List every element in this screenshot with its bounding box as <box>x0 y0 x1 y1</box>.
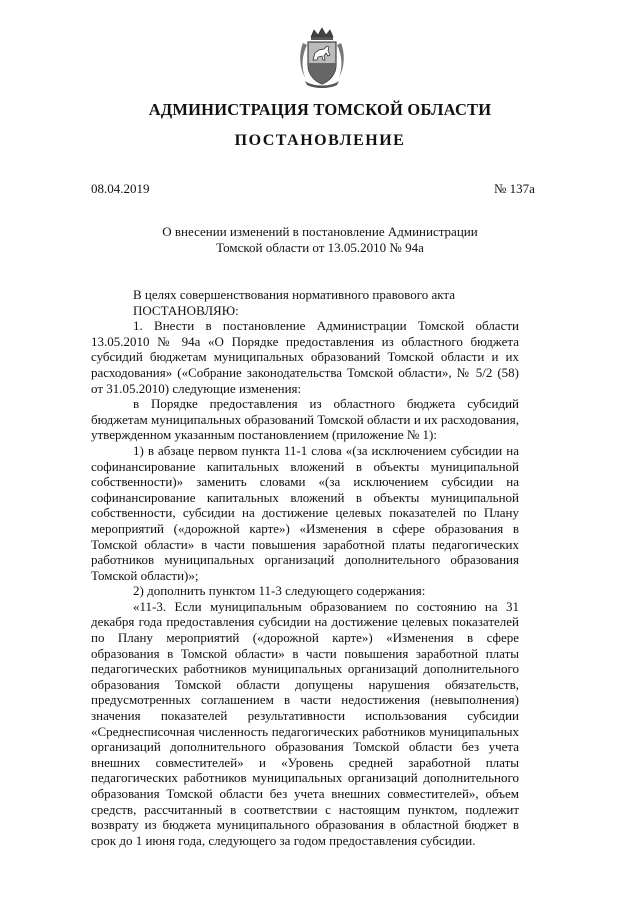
clause-1-paragraph: 1. Внести в постановление Администрации Томской области 13.05.2010 № 94а «О Порядке предоставления из областного бюджета субсидий бюджетам муниципальных образований Томской области и их расходования» («Собрание законодательства Томской области», № 5/2 (58) от 31.05.2010) следующие изменения: <box>91 318 519 396</box>
subclause-2-paragraph: 2) дополнить пунктом 11-3 следующего содержания: <box>133 583 426 599</box>
organization-title: АДМИНИСТРАЦИЯ ТОМСКОЙ ОБЛАСТИ <box>148 100 492 119</box>
preamble-paragraph: В целях совершенствования нормативного правового акта <box>133 287 456 302</box>
document-subject <box>0 224 640 256</box>
document-body <box>91 287 519 848</box>
procedure-paragraph: в Порядке предоставления из областного бюджета субсидий бюджетам муниципальных образований Томской области и их расходования, утвержденном указанным постановлением (приложение № 1): <box>91 396 519 443</box>
clause-11-3-paragraph: «11-3. Если муниципальным образованием по состоянию на 31 декабря года предоставления субсидии на достижение целевых показателей по Плану мероприятий («дорожной карте») «Изменения в сфере образования в Томской области» в части повышения заработной платы педагогических работников муниципальных организаций дополнительного образования Томской области допущены нарушения обязательств, предусмотренных соглашением в части недостижения (невыполнения) значения показателей результативности использования субсидии «Среднесписочная численность педагогических работников муниципальных организаций дополнительного образования Томской области без учета внешних совместителей» и «Уровень средней заработной платы педагогических работников муниципальных организаций дополнительного образования Томской области без учета внешних совместителей», объем средств, рассчитанный в соответствии с настоящим пунктом, подлежит возврату из бюджета муниципального образования в областной бюджет в срок до 1 июня года, следующего за годом предоставления субсидии. <box>91 598 519 848</box>
subject-line-2: Томской области от 13.05.2010 № 94а <box>216 240 424 255</box>
document-number: № 137а <box>494 181 535 196</box>
tomsk-coat-of-arms-icon <box>297 27 347 89</box>
subject-line-1: О внесении изменений в постановление Администрации <box>162 224 478 239</box>
subclause-1-paragraph: 1) в абзаце первом пункта 11-1 слова «(за исключением субсидии на софинансирование капитальных вложений в объекты муниципальной собственности)» заменить словами «(за исключением субсидии на софинансирование капитальных вложений в объекты муниципальной собственности, субсидии на достижение целевых показателей по Плану мероприятий («дорожной карте») «Изменения в сфере образования в Томской области» в части повышения заработной платы педагогических работников муниципальных организаций дополнительного образования Томской области)»; <box>91 442 519 583</box>
document-date: 08.04.2019 <box>91 181 150 196</box>
document-type: ПОСТАНОВЛЕНИЕ <box>234 132 406 149</box>
resolve-paragraph: ПОСТАНОВЛЯЮ: <box>133 302 239 318</box>
